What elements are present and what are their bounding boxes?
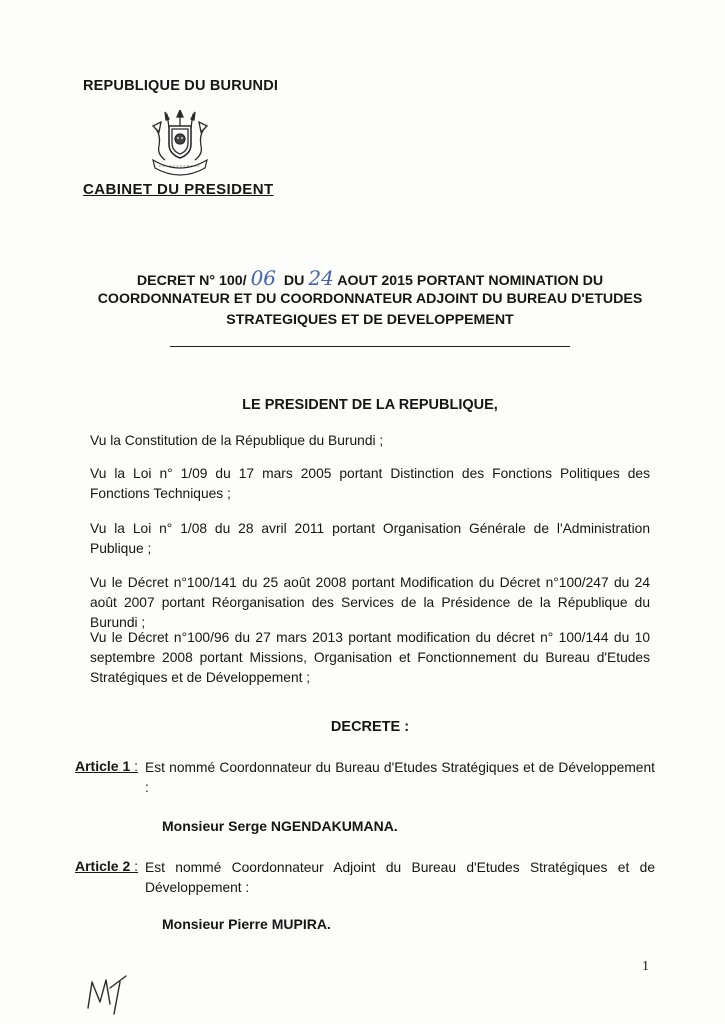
article-1-text: Est nommé Coordonnateur du Bureau d'Etudes Stratégiques et de Développement : xyxy=(145,760,655,795)
decrete-heading: DECRETE : xyxy=(330,719,410,735)
decree-du-label: DU xyxy=(283,273,305,289)
handwritten-initials-icon xyxy=(80,968,150,1018)
republic-heading: REPUBLIQUE DU BURUNDI xyxy=(83,78,279,94)
decree-title-rest: AOUT 2015 PORTANT NOMINATION DU xyxy=(337,273,604,289)
decree-number-handwritten: 06 xyxy=(250,266,277,290)
article-2-text: Est nommé Coordonnateur Adjoint du Bureau d'Etudes Stratégiques et de Développement : xyxy=(145,860,655,895)
decree-title-line-3: STRATEGIQUES ET DE DEVELOPPEMENT xyxy=(226,312,514,328)
article-2-appointee: Monsieur Pierre MUPIRA. xyxy=(162,916,331,932)
burundi-coat-of-arms-icon xyxy=(145,110,215,182)
article-label-text: Article 1 xyxy=(75,758,131,774)
preamble-paragraph: Vu la Loi n° 1/09 du 17 mars 2005 portant Distinction des Fonctions Politiques des Fonctions Techniques ; xyxy=(90,466,650,501)
page-number: 1 xyxy=(642,959,649,974)
article-label-text: Article 2 xyxy=(75,858,131,874)
preamble-paragraph: Vu la Loi n° 1/08 du 28 avril 2011 portant Organisation Générale de l'Administration Publique ; xyxy=(90,521,650,556)
article-2-label: Article 2 : xyxy=(75,858,139,874)
preamble-paragraph: Vu le Décret n°100/96 du 27 mars 2013 portant modification du décret n° 100/144 du 10 septembre 2008 portant Missions, Organisation et Fonctionnement du Bureau d'Etudes Stratégiques et de Développement ; xyxy=(90,630,650,685)
article-1-label: Article 1 : xyxy=(75,758,139,774)
decree-day-handwritten: 24 xyxy=(308,266,334,290)
preamble-paragraph: Vu le Décret n°100/141 du 25 août 2008 portant Modification du Décret n°100/247 du 24 août 2007 portant Réorganisation des Services de la Présidence de la République du Burundi ; xyxy=(90,575,650,630)
decree-title-line-2: COORDONNATEUR ET DU COORDONNATEUR ADJOINT DU BUREAU D'ETUDES xyxy=(97,291,643,307)
decree-number-prefix: DECRET N° 100/ xyxy=(136,273,247,289)
article-1-appointee: Monsieur Serge NGENDAKUMANA. xyxy=(162,818,398,834)
cabinet-heading: CABINET DU PRESIDENT xyxy=(83,181,274,198)
president-heading: LE PRESIDENT DE LA REPUBLIQUE, xyxy=(242,397,498,413)
preamble-paragraph: Vu la Constitution de la République du Burundi ; xyxy=(90,433,384,448)
title-divider xyxy=(170,346,570,347)
